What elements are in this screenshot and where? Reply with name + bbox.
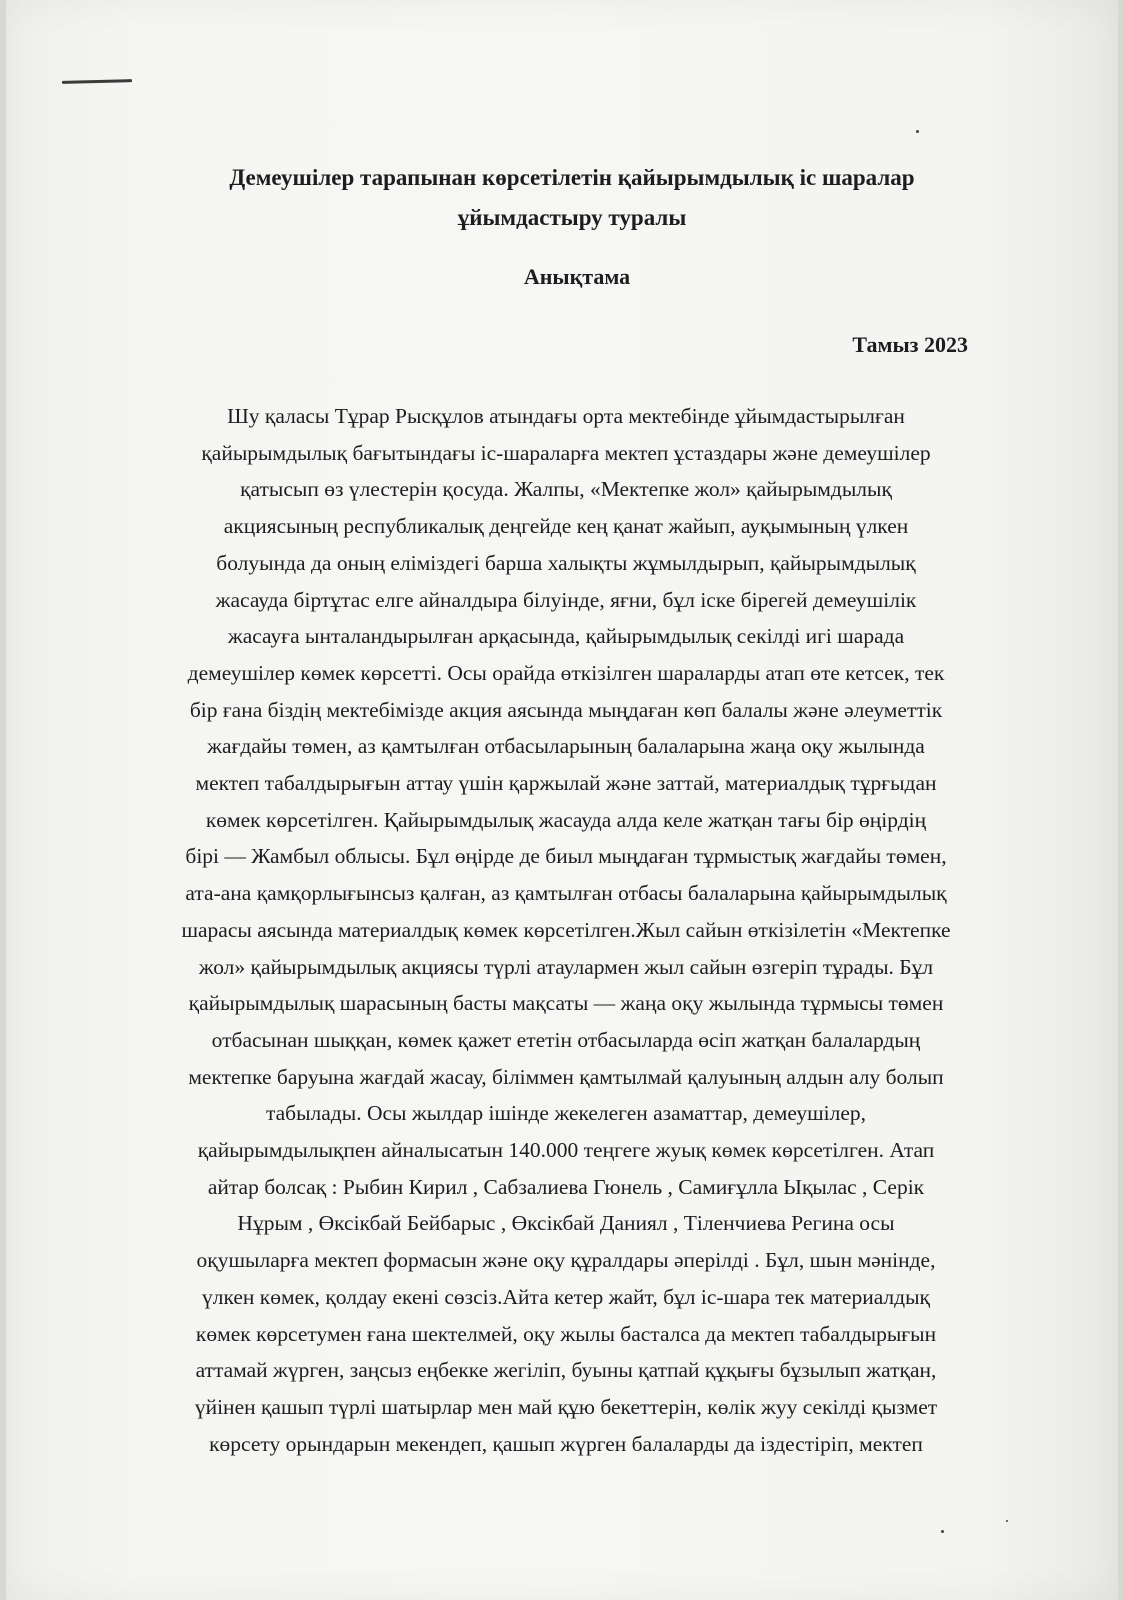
body-line: табылады. Осы жылдар ішінде жекелеген азаматтар, демеушілер, [265, 1101, 867, 1126]
body-line: қайырымдылық бағытындағы іс-шараларға мектеп ұстаздары және демеушілер [201, 440, 931, 465]
body-line: мектеп табалдырығын аттау үшін қаржылай және заттай, материалдық тұрғыдан [195, 771, 937, 796]
body-line: болуында да оның еліміздегі барша халықты жұмылдырып, қайырымдылық [216, 550, 916, 575]
body-line: қатысып өз үлестерін қосуда. Жалпы, «Мектепке жол» қайырымдылық [240, 477, 892, 502]
document-heading: Анықтама [523, 264, 631, 289]
body-line: шарасы аясында материалдық көмек көрсетілген.Жыл сайын өткізілетін «Мектепке [181, 917, 951, 942]
ink-speck [916, 130, 919, 133]
body-line: бір ғана біздің мектебімізде акция аясында мыңдаған көп балалы және әлеуметтік [189, 697, 943, 722]
body-line: акциясының республикалық деңгейде кең қанат жайып, ауқымының үлкен [223, 514, 909, 539]
body-line: Нұрым , Өксікбай Бейбарыс , Өксікбай Даниял , Тіленчиева Регина осы [237, 1211, 895, 1236]
body-line: жасауға ынталандырылған арқасында, қайырымдылық секілді игі шарада [227, 624, 905, 649]
body-line: бірі — Жамбыл облысы. Бұл өңірде де биыл мыңдаған тұрмыстық жағдайы төмен, [185, 844, 947, 869]
body-line: қайырымдылықпен айналысатын 140.000 теңгеге жуық көмек көрсетілген. Атап [197, 1138, 935, 1163]
ink-speck [941, 1530, 944, 1533]
body-line: отбасынан шыққан, көмек қажет ететін отбасыларда өсіп жатқан балалардың [211, 1027, 921, 1052]
title-line: ұйымдастыру туралы [457, 205, 687, 230]
body-line: жол» қайырымдылық акциясы түрлі атаулармен жыл сайын өзгеріп тұрады. Бұл [198, 954, 934, 979]
ink-speck [1006, 1520, 1008, 1522]
body-line: көмек көрсетілген. Қайырымдылық жасауда алда келе жатқан тағы бір өңірдің [205, 807, 927, 832]
document-date: Тамыз 2023 [852, 332, 968, 357]
document-title [6, 158, 1118, 238]
body-line: жасауда біртұтас елге айналдыра білуінде, яғни, бұл іске бірегей демеушілік [215, 587, 917, 612]
body-line: демеушілер көмек көрсетті. Осы орайда өткізілген шараларды атап өте кетсек, тек [187, 660, 945, 685]
body-line: жағдайы төмен, аз қамтылған отбасыларының балаларына жаңа оқу жылында [207, 734, 925, 759]
body-text [86, 398, 1046, 1462]
body-line: үйінен қашып түрлі шатырлар мен май құю бекеттерін, көлік жуу секілді қызмет [194, 1394, 938, 1419]
body-line: айтар болсақ : Рыбин Кирил , Сабзалиева Гюнель , Самиғұлла Ықылас , Серік [207, 1174, 925, 1199]
body-line: көмек көрсетумен ғана шектелмей, оқу жылы басталса да мектеп табалдырығын [195, 1321, 937, 1346]
body-line: Шу қаласы Тұрар Рысқұлов атындағы орта мектебінде ұйымдастырылған [227, 404, 905, 428]
body-line: үлкен көмек, қолдау екені сөзсіз.Айта кетер жайт, бұл іс-шара тек материалдық [201, 1284, 930, 1309]
body-line: оқушыларға мектеп формасын және оқу құралдары әперілді . Бұл, шын мәнінде, [196, 1248, 936, 1273]
pen-mark [62, 79, 132, 84]
document-page [6, 0, 1118, 1600]
body-line: көрсету орындарын мекендеп, қашып жүрген балаларды да іздестіріп, мектеп [209, 1431, 923, 1456]
body-line: ата-ана қамқорлығынсыз қалған, аз қамтылған отбасы балаларына қайырымдылық [185, 881, 947, 906]
body-line: мектепке баруына жағдай жасау, біліммен қамтылмай қалуының алдын алу болып [188, 1064, 944, 1089]
body-line: қайырымдылық шарасының басты мақсаты — жаңа оқу жылында тұрмысы төмен [188, 991, 944, 1016]
body-line: аттамай жүрген, заңсыз еңбекке жегіліп, буыны қатпай құқығы бұзылып жатқан, [195, 1358, 937, 1383]
title-line: Демеушілер тарапынан көрсетілетін қайырымдылық іс шаралар [229, 165, 915, 190]
